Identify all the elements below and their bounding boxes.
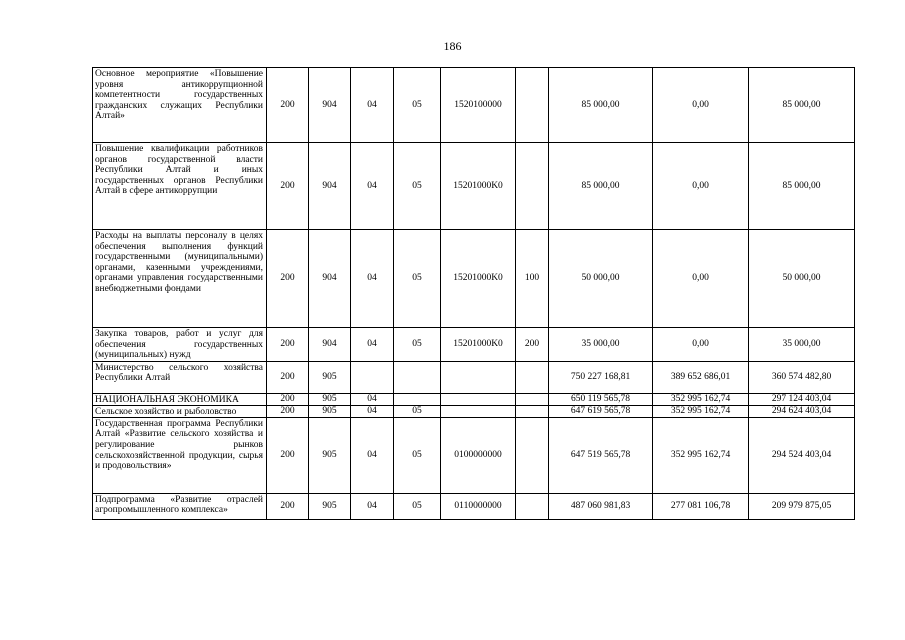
cell-expense-type: 200 bbox=[516, 328, 549, 362]
cell-expense-type bbox=[516, 143, 549, 230]
cell-expense-type bbox=[516, 361, 549, 393]
cell-expense-type bbox=[516, 393, 549, 405]
cell-section bbox=[351, 361, 394, 393]
cell-expense-type bbox=[516, 417, 549, 493]
cell-amount-total: 35 000,00 bbox=[549, 328, 653, 362]
row-name: Подпрограмма «Развитие отраслей агропромышленного комплекса» bbox=[93, 493, 267, 519]
cell-section: 04 bbox=[351, 417, 394, 493]
cell-amount-federal: 352 995 162,74 bbox=[653, 417, 749, 493]
cell-amount-federal: 0,00 bbox=[653, 328, 749, 362]
cell-amount-regional: 85 000,00 bbox=[749, 68, 855, 143]
cell-code-1: 200 bbox=[267, 405, 309, 417]
cell-target-article: 15201000K0 bbox=[441, 230, 516, 328]
cell-section: 04 bbox=[351, 68, 394, 143]
cell-section: 04 bbox=[351, 328, 394, 362]
cell-subsection: 05 bbox=[394, 143, 441, 230]
cell-section: 04 bbox=[351, 230, 394, 328]
cell-subsection: 05 bbox=[394, 328, 441, 362]
row-name: Расходы на выплаты персоналу в целях обеспечения выполнения функций государственными (муниципальными) органами, казенными учреждениями, органами управления государственными внебюджетными фондами bbox=[93, 230, 267, 328]
cell-code-1: 200 bbox=[267, 393, 309, 405]
cell-ministry: 905 bbox=[309, 393, 351, 405]
cell-amount-regional: 35 000,00 bbox=[749, 328, 855, 362]
table-row bbox=[93, 328, 855, 362]
cell-code-1: 200 bbox=[267, 361, 309, 393]
cell-ministry: 905 bbox=[309, 417, 351, 493]
cell-ministry: 905 bbox=[309, 361, 351, 393]
cell-code-1: 200 bbox=[267, 417, 309, 493]
cell-expense-type: 100 bbox=[516, 230, 549, 328]
cell-target-article bbox=[441, 361, 516, 393]
cell-code-1: 200 bbox=[267, 493, 309, 519]
table-row bbox=[93, 493, 855, 519]
cell-amount-total: 487 060 981,83 bbox=[549, 493, 653, 519]
cell-target-article: 1520100000 bbox=[441, 68, 516, 143]
table-row bbox=[93, 143, 855, 230]
row-name: Сельское хозяйство и рыболовство bbox=[93, 405, 267, 417]
cell-ministry: 904 bbox=[309, 328, 351, 362]
cell-section: 04 bbox=[351, 493, 394, 519]
cell-expense-type bbox=[516, 493, 549, 519]
table-row bbox=[93, 230, 855, 328]
cell-ministry: 904 bbox=[309, 68, 351, 143]
cell-expense-type bbox=[516, 68, 549, 143]
cell-ministry: 905 bbox=[309, 405, 351, 417]
cell-amount-regional: 294 624 403,04 bbox=[749, 405, 855, 417]
cell-amount-regional: 294 524 403,04 bbox=[749, 417, 855, 493]
cell-ministry: 905 bbox=[309, 493, 351, 519]
page-number: 186 bbox=[443, 39, 462, 53]
cell-amount-regional: 85 000,00 bbox=[749, 143, 855, 230]
cell-target-article: 15201000K0 bbox=[441, 143, 516, 230]
row-name: Повышение квалификации работников органов государственной власти Республики Алтай и иных государственных органов Республики Алтай в сфере антикоррупции bbox=[93, 143, 267, 230]
cell-target-article bbox=[441, 405, 516, 417]
cell-amount-federal: 0,00 bbox=[653, 143, 749, 230]
table-row bbox=[93, 417, 855, 493]
cell-amount-federal: 389 652 686,01 bbox=[653, 361, 749, 393]
row-name: Государственная программа Республики Алтай «Развитие сельского хозяйства и регулирование рынков сельскохозяйственной продукции, сырья и продовольствия» bbox=[93, 417, 267, 493]
cell-amount-federal: 352 995 162,74 bbox=[653, 393, 749, 405]
cell-ministry: 904 bbox=[309, 143, 351, 230]
cell-target-article: 0110000000 bbox=[441, 493, 516, 519]
cell-amount-total: 50 000,00 bbox=[549, 230, 653, 328]
cell-target-article: 15201000K0 bbox=[441, 328, 516, 362]
cell-amount-regional: 50 000,00 bbox=[749, 230, 855, 328]
table-row bbox=[93, 405, 855, 417]
cell-amount-total: 85 000,00 bbox=[549, 143, 653, 230]
cell-amount-total: 647 519 565,78 bbox=[549, 417, 653, 493]
cell-code-1: 200 bbox=[267, 143, 309, 230]
cell-ministry: 904 bbox=[309, 230, 351, 328]
cell-subsection bbox=[394, 393, 441, 405]
cell-subsection: 05 bbox=[394, 405, 441, 417]
cell-code-1: 200 bbox=[267, 230, 309, 328]
cell-section: 04 bbox=[351, 143, 394, 230]
cell-section: 04 bbox=[351, 393, 394, 405]
cell-amount-regional: 209 979 875,05 bbox=[749, 493, 855, 519]
budget-table bbox=[92, 67, 855, 520]
cell-target-article: 0100000000 bbox=[441, 417, 516, 493]
row-name: НАЦИОНАЛЬНАЯ ЭКОНОМИКА bbox=[93, 393, 267, 405]
cell-subsection: 05 bbox=[394, 68, 441, 143]
cell-amount-federal: 0,00 bbox=[653, 68, 749, 143]
cell-subsection: 05 bbox=[394, 493, 441, 519]
row-name: Министерство сельского хозяйства Республики Алтай bbox=[93, 361, 267, 393]
cell-expense-type bbox=[516, 405, 549, 417]
cell-amount-total: 650 119 565,78 bbox=[549, 393, 653, 405]
cell-code-1: 200 bbox=[267, 68, 309, 143]
cell-amount-federal: 277 081 106,78 bbox=[653, 493, 749, 519]
cell-amount-total: 85 000,00 bbox=[549, 68, 653, 143]
table-row bbox=[93, 68, 855, 143]
cell-amount-regional: 360 574 482,80 bbox=[749, 361, 855, 393]
cell-amount-federal: 352 995 162,74 bbox=[653, 405, 749, 417]
cell-amount-total: 647 619 565,78 bbox=[549, 405, 653, 417]
cell-target-article bbox=[441, 393, 516, 405]
cell-section: 04 bbox=[351, 405, 394, 417]
table-row bbox=[93, 361, 855, 393]
cell-subsection: 05 bbox=[394, 230, 441, 328]
cell-subsection: 05 bbox=[394, 417, 441, 493]
cell-code-1: 200 bbox=[267, 328, 309, 362]
cell-amount-total: 750 227 168,81 bbox=[549, 361, 653, 393]
table-row bbox=[93, 393, 855, 405]
cell-amount-federal: 0,00 bbox=[653, 230, 749, 328]
row-name: Основное мероприятие «Повышение уровня антикоррупционной компетентности государственных гражданских служащих Республики Алтай» bbox=[93, 68, 267, 143]
row-name: Закупка товаров, работ и услуг для обеспечения государственных (муниципальных) нужд bbox=[93, 328, 267, 362]
cell-subsection bbox=[394, 361, 441, 393]
cell-amount-regional: 297 124 403,04 bbox=[749, 393, 855, 405]
